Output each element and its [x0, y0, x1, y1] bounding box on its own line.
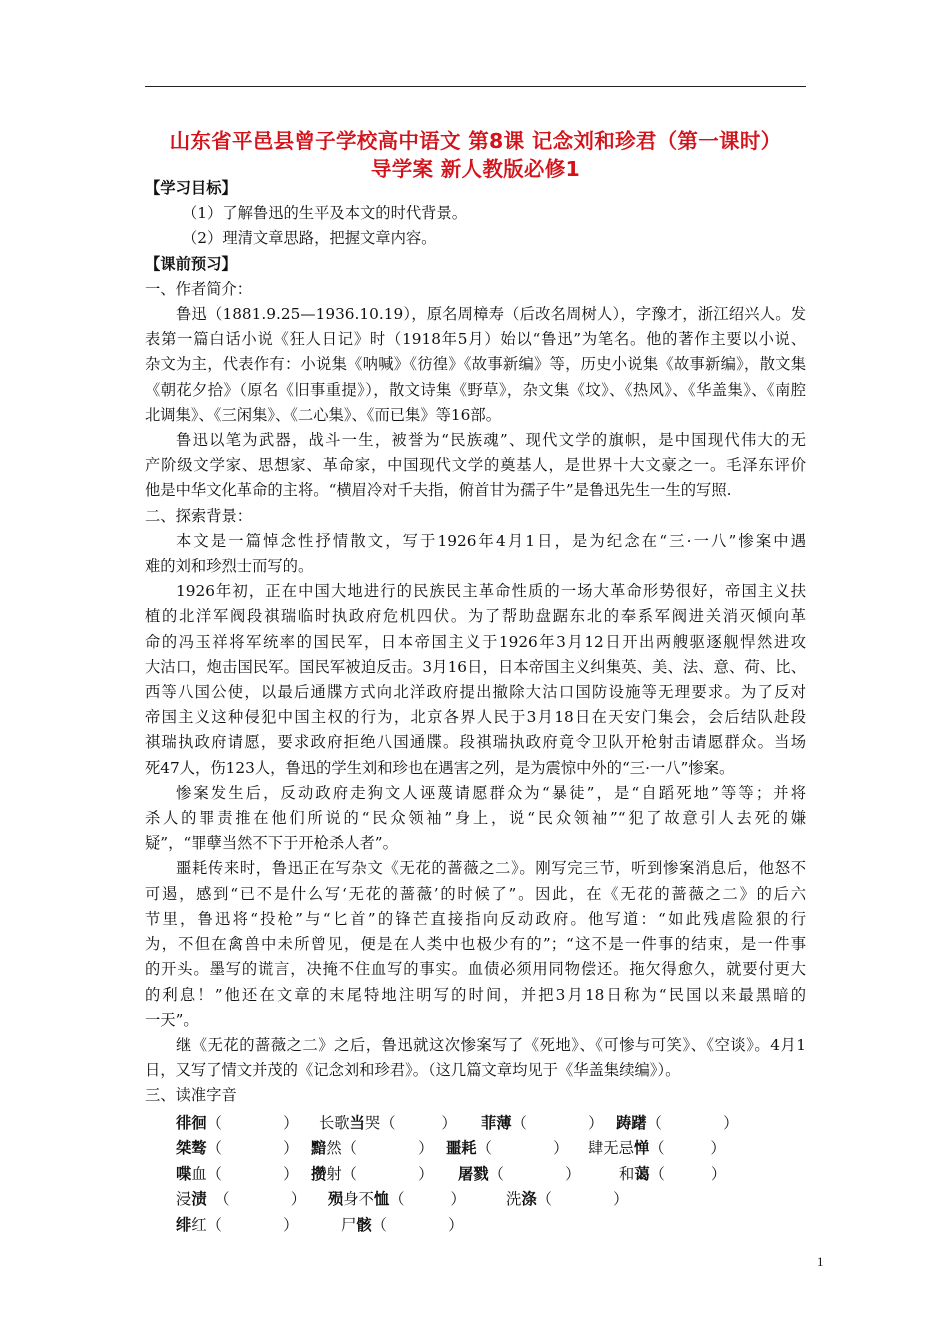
text-line: 他是中华文化革命的主将。“横眉冷对千夫指，俯首甘为孺子牛”是鲁迅先生一生的写照.: [145, 481, 732, 500]
pronunciation-item: 肆无忌惮（ ）: [588, 1139, 726, 1158]
pronunciation-item: 长歌当哭（ ）: [319, 1113, 457, 1132]
text-line: 鲁迅以笔为武器，战斗一生，被誉为“民族魂”、现代文学的旗帜，是中国现代伟大的无: [176, 431, 806, 450]
text-line: 祺瑞执政府请愿，要求政府拒绝八国通牒。段祺瑞执政府竟令卫队开枪射击请愿群众。当场: [145, 733, 806, 752]
text-line: 植的北洋军阀段祺瑞临时执政府危机四伏。为了帮助盘踞东北的奉系军阀进关消灭倾向革: [145, 607, 806, 626]
pronunciation-item: 屠戮（ ）: [458, 1164, 581, 1183]
text-line: 噩耗传来时，鲁迅正在写杂文《无花的蔷薇之二》。刚写完三节，听到惨案消息后，他怒不: [176, 859, 806, 878]
pronunciation-item: 噩耗（ ）: [446, 1139, 569, 1158]
pronunciation-row: [176, 1111, 806, 1137]
page-number: 1: [817, 1254, 824, 1269]
pronunciation-item: 喋血（ ）: [176, 1164, 299, 1183]
text-line: 节里，鲁迅将“投枪”与“匕首”的锋芒直接指向反动政府。他写道：“如此残虐险狠的行: [145, 909, 806, 928]
pronunciation-heading: 三、读准字音: [145, 1086, 237, 1105]
pronunciation-row: [176, 1162, 806, 1188]
text-line: 的利息！”他还在文章的末尾特地注明写的时间，并把3月18日称为“民国以来最黑暗的: [145, 985, 806, 1004]
background-paragraph-2: [145, 579, 806, 781]
text-line: 可遏，感到“已不是什么写‘无花的蔷薇’的时候了”。因此，在《无花的蔷薇之二》的后六: [145, 884, 806, 903]
pronunciation-row: [176, 1187, 806, 1213]
pronunciation-item: 和蔼（ ）: [619, 1164, 727, 1183]
pronunciation-row: [176, 1136, 806, 1162]
author-heading: 一、作者简介：: [145, 279, 253, 298]
text-line: 《朝花夕拾》（原名《旧事重提》），散文诗集《野草》，杂文集《坟》、《热风》、《华盖集》、《南腔: [145, 380, 806, 399]
author-paragraph-1: [145, 302, 806, 428]
pronunciation-item: 菲薄（ ）: [481, 1113, 604, 1132]
pronunciation-row: [176, 1213, 806, 1239]
text-line: 产阶级文学家、思想家、革命家，中国现代文学的奠基人，是世界十大文豪之一。毛泽东评价: [145, 456, 806, 475]
text-line: 本文是一篇悼念性抒情散文，写于1926年4月1日，是为纪念在“三·一八”惨案中遇: [176, 531, 806, 550]
author-paragraph-2: [145, 428, 806, 504]
pronunciation-item: 浸渍 （ ）: [176, 1190, 307, 1209]
document-title-line1: 山东省平邑县曾子学校高中语文 第8课 记念刘和珍君（第一课时）: [169, 129, 782, 153]
text-line: 杂文为主，代表作有：小说集《呐喊》《彷徨》《故事新编》等，历史小说集《故事新编》，散文集: [145, 355, 806, 374]
objective-item: （2）理清文章思路，把握文章内容。: [182, 229, 437, 248]
pronunciation-item: 攒射（ ）: [311, 1164, 434, 1183]
pronunciation-item: 踌躇（ ）: [616, 1113, 739, 1132]
text-line: 大沽口，炮击国民军。国民军被迫反击。3月16日，日本帝国主义纠集英、美、法、意、荷、比、: [145, 657, 806, 676]
text-line: 命的冯玉祥将军统率的国民军，日本帝国主义于1926年3月12日开出两艘驱逐舰悍然进攻: [145, 632, 806, 651]
background-heading: 二、探索背景：: [145, 506, 253, 525]
text-line: 为，不但在禽兽中未所曾见，便是在人类中也极少有的”；“这不是一件事的结束，是一件事: [145, 935, 806, 954]
text-line: 杀人的罪责推在他们所说的“民众领袖”身上，说“民众领袖”“犯了故意引人去死的嫌: [145, 809, 806, 828]
text-line: 北调集》、《三闲集》、《二心集》、《而已集》等16部。: [145, 405, 501, 424]
pronunciation-table: [145, 1111, 806, 1239]
text-line: 西等八国公使，以最后通牒方式向北洋政府提出撤除大沽口国防设施等无理要求。为了反对: [145, 683, 806, 702]
pronunciation-item: 徘徊（ ）: [176, 1113, 299, 1132]
pronunciation-item: 洗涤（ ）: [506, 1190, 629, 1209]
text-line: 表第一篇白话小说《狂人日记》时（1918年5月）始以“鲁迅”为笔名。他的著作主要以小说、: [145, 330, 806, 349]
text-line: 一天”。: [145, 1010, 199, 1029]
pronunciation-item: 桀骜（ ）: [176, 1139, 299, 1158]
text-line: 疑”，“罪孽当然不下于开枪杀人者”。: [145, 834, 398, 853]
text-line: 帝国主义这种侵犯中国主权的行为，北京各界人民于3月18日在天安门集会，会后结队赴段: [145, 708, 806, 727]
objectives-heading: 【学习目标】: [145, 179, 237, 197]
text-line: 继《无花的蔷薇之二》之后，鲁迅就这次惨案写了《死地》、《可惨与可笑》、《空谈》。4月1: [176, 1035, 806, 1054]
preview-heading: 【课前预习】: [145, 254, 237, 273]
pronunciation-item: 绯红（ ）: [176, 1215, 299, 1234]
text-line: 日，又写了情文并茂的《记念刘和珍君》。（这几篇文章均见于《华盖集续编》）。: [145, 1061, 681, 1080]
background-paragraph-3: [145, 781, 806, 857]
pronunciation-item: 殒身不恤（ ）: [328, 1190, 466, 1209]
text-line: 1926年初，正在中国大地进行的民族民主革命性质的一场大革命形势很好，帝国主义扶: [176, 582, 806, 601]
objective-item: （1）了解鲁迅的生平及本文的时代背景。: [182, 204, 468, 223]
pronunciation-item: 尸骸（ ）: [341, 1215, 464, 1234]
text-line: 鲁迅（1881.9.25—1936.10.19），原名周樟寿（后改名周树人），字豫才，浙江绍兴人。发: [176, 305, 806, 324]
document-body: [145, 176, 806, 1238]
document-title-line2: 导学案 新人教版必修1: [370, 157, 581, 181]
text-line: 死47人，伤123人，鲁迅的学生刘和珍也在遇害之列，是为震惊中外的“三·一八”惨案。: [145, 758, 735, 777]
pronunciation-item: 黯然（ ）: [311, 1139, 434, 1158]
background-paragraph-5: [145, 1033, 806, 1083]
header-rule: [145, 86, 806, 87]
background-paragraph-1: [145, 529, 806, 579]
text-line: 难的刘和珍烈士而写的。: [145, 557, 314, 576]
text-line: 惨案发生后，反动政府走狗文人诬蔑请愿群众为“暴徒”，是“自蹈死地”等等；并将: [176, 783, 806, 802]
background-paragraph-4: [145, 856, 806, 1032]
text-line: 的开头。墨写的谎言，决掩不住血写的事实。血债必须用同物偿还。拖欠得愈久，就要付更大: [145, 960, 806, 979]
